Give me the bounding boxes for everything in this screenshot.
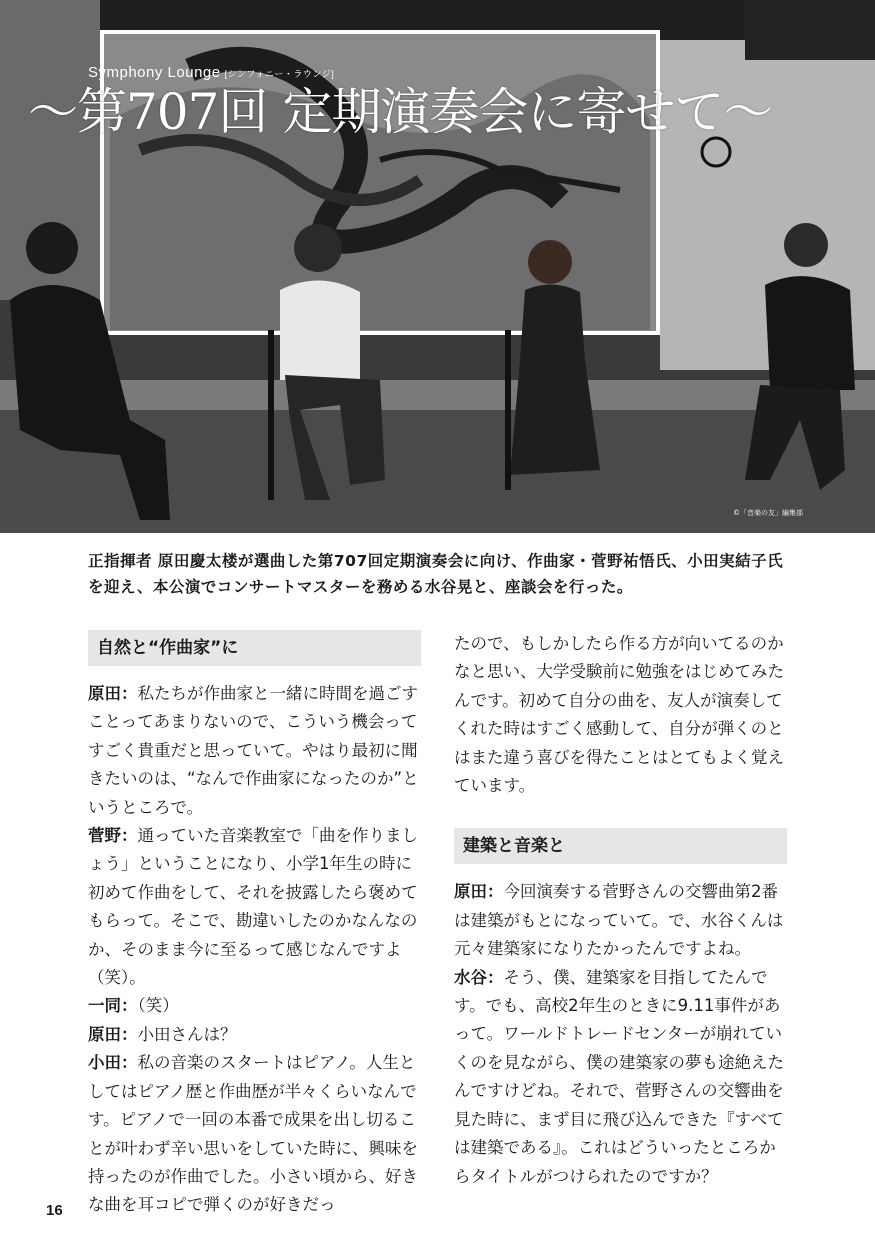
speaker-label: 一同：	[88, 996, 138, 1016]
dialogue-paragraph	[88, 680, 421, 822]
header-photo	[0, 0, 875, 533]
dialogue-paragraph	[454, 878, 787, 963]
speaker-label: 原田：	[454, 882, 504, 902]
dialogue-paragraph	[88, 1021, 421, 1049]
page-title: ～第707回 定期演奏会に寄せて～	[28, 83, 773, 141]
dialogue-paragraph	[454, 964, 787, 1191]
speaker-label: 菅野：	[88, 826, 138, 846]
page-number: 16	[46, 1202, 63, 1219]
dialogue-text: 私の音楽のスタートはピアノ。人生としてはピアノ歴と作曲歴が半々くらいなんです。ピアノで一回の本番で成果を出し切ることが叶わず辛い思いをしていた時に、興味を持ったのが作曲でした。小さい頃から、好きな曲を耳コピで弾くのが好きだっ	[88, 1053, 418, 1215]
section-heading-architecture: 建築と音楽と	[454, 828, 787, 864]
dialogue-text: 今回演奏する菅野さんの交響曲第2番は建築がもとになっていて。で、水谷くんは元々建築家になりたかったんですよね。	[454, 882, 784, 959]
lead-paragraph: 正指揮者 原田慶太楼が選曲した第707回定期演奏会に向け、作曲家・菅野祐悟氏、小田実結子氏を迎え、本公演でコンサートマスターを務める水谷晃と、座談会を行った。	[88, 552, 784, 596]
dialogue-paragraph	[88, 1049, 421, 1219]
speaker-label: 小田：	[88, 1053, 138, 1073]
continued-text: たので、もしかしたら作る方が向いてるのかなと思い、大学受験前に勉強をはじめてみたんです。初めて自分の曲を、友人が演奏してくれた時はすごく感動して、自分が弾くのとはまた違う喜びを得たことはとてもよく覚えています。	[454, 634, 784, 796]
left-column	[88, 630, 421, 1220]
dialogue-text: 小田さんは？	[137, 1024, 237, 1044]
right-column	[454, 630, 787, 1191]
section-heading-nature: 自然と“作曲家”に	[88, 630, 421, 666]
section-spacer	[454, 800, 787, 828]
dialogue-paragraph	[88, 822, 421, 992]
dialogue-text: （笑）	[137, 996, 179, 1016]
speaker-label: 水谷：	[454, 967, 504, 987]
photo-credit: ©「音楽の友」編集部	[733, 509, 803, 517]
dialogue-text: 通っていた音楽教室で「曲を作りましょう」ということになり、小学1年生の時に初めて作曲をして、それを披露したら褒めてもらって。そこで、勘違いしたのかなんなのか、そのまま今に至るって感じなんですよ（笑）。	[88, 826, 418, 988]
series-kicker	[88, 64, 334, 81]
dialogue-text: そう、僕、建築家を目指してたんです。でも、高校2年生のときに9.11事件があって。ワールドトレードセンターが崩れていくのを見ながら、僕の建築家の夢も途絶えたんですけどね。それで、菅野さんの交響曲を見た時に、まず目に飛び込んできた『すべては建築である』。これはどういったところからタイトルがつけられたのですか？	[454, 967, 784, 1186]
dialogue-text: 私たちが作曲家と一緒に時間を過ごすことってあまりないので、こういう機会ってすごく貴重だと思っていて。やはり最初に聞きたいのは、“なんで作曲家になったのか”というところで。	[88, 684, 419, 817]
dialogue-paragraph	[88, 992, 421, 1020]
series-name-reading: [シンフォニー・ラウンジ]	[224, 69, 335, 79]
series-name: Symphony Lounge	[88, 64, 221, 81]
speaker-label: 原田：	[88, 1024, 138, 1044]
speaker-label: 原田：	[88, 684, 138, 703]
